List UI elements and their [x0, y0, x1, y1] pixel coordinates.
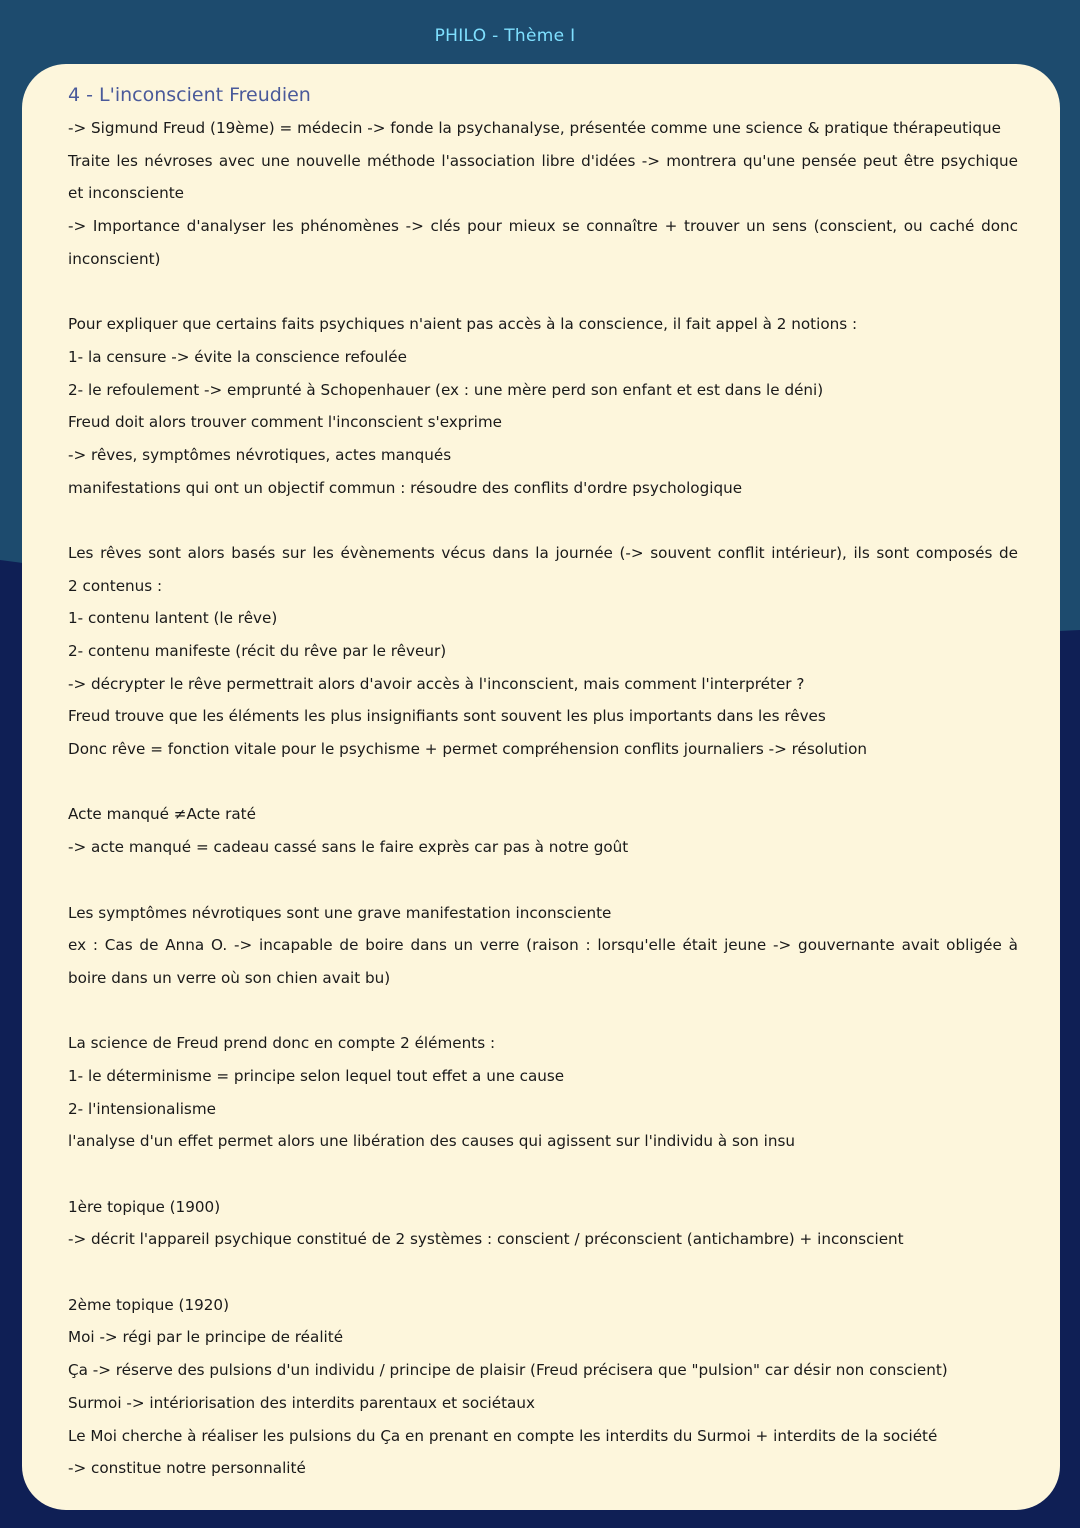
- text-line: Surmoi -> intériorisation des interdits parentaux et sociétaux: [68, 1393, 535, 1412]
- text-line: inconscient): [68, 249, 161, 268]
- text-line: -> décrypter le rêve permettrait alors d'avoir accès à l'inconscient, mais comment l'interpréter ?: [68, 674, 805, 693]
- text-line: Traite les névroses avec une nouvelle méthode l'association libre d'idées -> montrera qu'une pensée peut être psychique: [68, 151, 1018, 170]
- paragraph-spacer: [68, 504, 1018, 537]
- text-line: Le Moi cherche à réaliser les pulsions du Ça en prenant en compte les interdits du Surmoi + interdits de la société: [68, 1426, 938, 1445]
- text-line: La science de Freud prend donc en compte 2 éléments :: [68, 1034, 496, 1053]
- text-line: 2- le refoulement -> emprunté à Schopenhauer (ex : une mère perd son enfant et est dans le déni): [68, 380, 824, 399]
- text-line: Ça -> réserve des pulsions d'un individu / principe de plaisir (Freud précisera que "pulsion" car désir non conscient): [68, 1361, 948, 1380]
- text-line: Acte manqué ≠Acte raté: [68, 805, 256, 824]
- paragraph-spacer: [68, 1158, 1018, 1191]
- text-line: l'analyse d'un effet permet alors une libération des causes qui agissent sur l'individu à son insu: [68, 1132, 796, 1151]
- text-line: -> décrit l'appareil psychique constitué de 2 systèmes : conscient / préconscient (antichambre) + inconscient: [68, 1230, 904, 1249]
- text-line: -> constitue notre personnalité: [68, 1459, 306, 1478]
- text-line: 2ème topique (1920): [68, 1295, 230, 1314]
- text-line: 1- le déterminisme = principe selon lequel tout effet a une cause: [68, 1066, 565, 1085]
- text-line: 2 contenus :: [68, 576, 163, 595]
- text-line: -> rêves, symptômes névrotiques, actes manqués: [68, 445, 452, 464]
- notes-card: [22, 64, 1060, 1510]
- page-header-title: PHILO - Thème I: [434, 26, 576, 46]
- text-line: Les symptômes névrotiques sont une grave manifestation inconsciente: [68, 903, 612, 922]
- paragraph-spacer: [68, 864, 1018, 897]
- text-line: manifestations qui ont un objectif commun : résoudre des conflits d'ordre psychologique: [68, 478, 743, 497]
- notes-content: [68, 78, 1018, 1485]
- text-line: 2- contenu manifeste (récit du rêve par le rêveur): [68, 642, 447, 660]
- text-line: 1- contenu lantent (le rêve): [68, 609, 278, 628]
- text-line: 1ère topique (1900): [68, 1197, 221, 1216]
- section-heading: 4 - L'inconscient Freudien: [68, 84, 311, 106]
- text-line: Pour expliquer que certains faits psychiques n'aient pas accès à la conscience, il fait appel à 2 notions :: [68, 315, 858, 334]
- text-line: Moi -> régi par le principe de réalité: [68, 1328, 344, 1347]
- paragraph-spacer: [68, 995, 1018, 1028]
- text-line: -> acte manqué = cadeau cassé sans le faire exprès car pas à notre goût: [68, 838, 629, 857]
- paragraph-spacer: [68, 275, 1018, 308]
- text-line: -> Importance d'analyser les phénomènes -> clés pour mieux se connaître + trouver un sens (conscient, ou caché donc: [68, 217, 1018, 236]
- text-line: boire dans un verre où son chien avait bu): [68, 968, 391, 987]
- text-line: Les rêves sont alors basés sur les évènements vécus dans la journée (-> souvent conflit intérieur), ils sont composés de: [68, 543, 1018, 562]
- paragraph-spacer: [68, 766, 1018, 799]
- text-line: ex : Cas de Anna O. -> incapable de boire dans un verre (raison : lorsqu'elle était jeune -> gouvernante avait obligée à: [68, 936, 1018, 955]
- text-line: 2- l'intensionalisme: [68, 1099, 216, 1118]
- text-line: Freud trouve que les éléments les plus insignifiants sont souvent les plus importants dans les rêves: [68, 707, 826, 726]
- text-line: -> Sigmund Freud (19ème) = médecin -> fonde la psychanalyse, présentée comme une science & pratique thérapeutique: [68, 119, 1001, 137]
- text-line: 1- la censure -> évite la conscience refoulée: [68, 347, 407, 366]
- text-line: Donc rêve = fonction vitale pour le psychisme + permet compréhension conflits journaliers -> résolution: [68, 740, 868, 759]
- text-line: Freud doit alors trouver comment l'inconscient s'exprime: [68, 413, 503, 432]
- text-line: et inconsciente: [68, 184, 184, 203]
- paragraph-spacer: [68, 1256, 1018, 1289]
